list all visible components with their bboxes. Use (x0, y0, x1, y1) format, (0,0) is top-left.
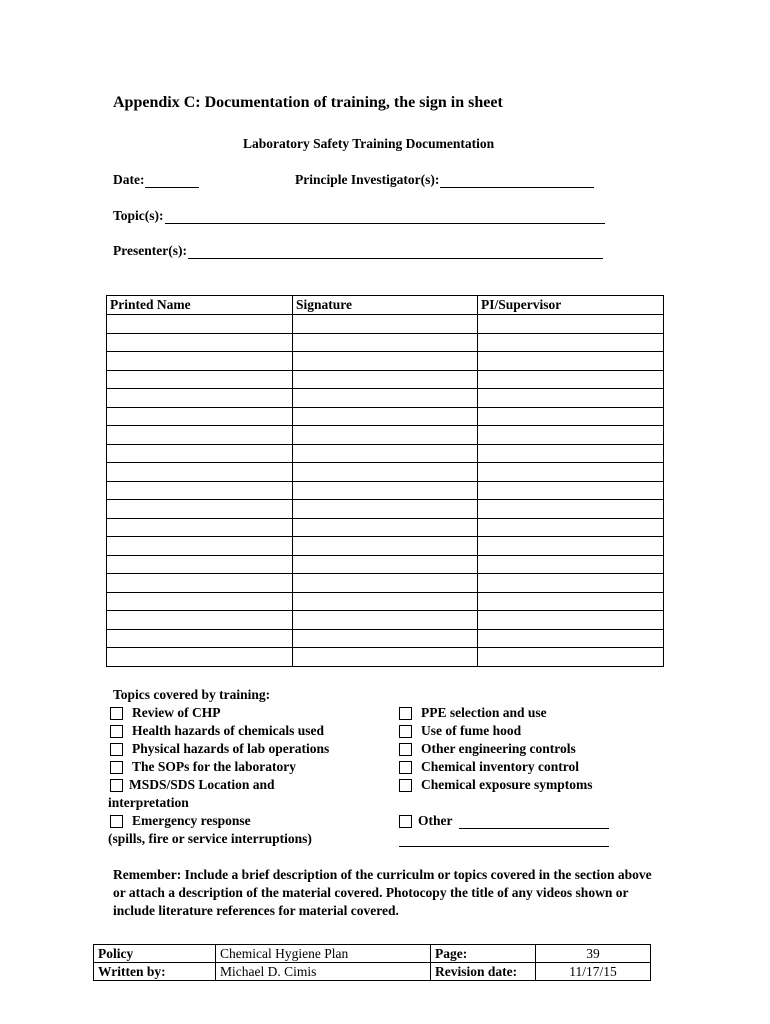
signature-cell[interactable] (293, 426, 478, 445)
topic-label: Physical hazards of lab operations (132, 741, 330, 756)
printed-name-cell[interactable] (107, 537, 293, 556)
signature-cell[interactable] (293, 574, 478, 593)
topic-label: Chemical exposure symptoms (421, 777, 593, 792)
pi-supervisor-cell[interactable] (478, 611, 664, 630)
checkbox[interactable] (110, 707, 123, 720)
table-row (107, 463, 664, 482)
written-by-label: Written by: (94, 963, 216, 981)
printed-name-cell[interactable] (107, 407, 293, 426)
table-row (107, 315, 664, 334)
topic-label: Other (418, 813, 453, 828)
pi-supervisor-cell[interactable] (478, 370, 664, 389)
topic-other[interactable] (399, 813, 609, 829)
pi-supervisor-cell[interactable] (478, 592, 664, 611)
pi-supervisor-cell[interactable] (478, 463, 664, 482)
table-row (107, 611, 664, 630)
topic-emergency-response[interactable] (110, 813, 251, 829)
presenters-label: Presenter(s): (113, 243, 187, 258)
written-by-value: Michael D. Cimis (216, 963, 431, 981)
pi-supervisor-cell[interactable] (478, 444, 664, 463)
printed-name-cell[interactable] (107, 555, 293, 574)
pi-supervisor-cell[interactable] (478, 518, 664, 537)
sign-in-rows (107, 315, 664, 667)
topics-covered-title: Topics covered by training: (113, 687, 271, 702)
presenters-line[interactable] (188, 244, 603, 259)
topic-fume-hood[interactable] (399, 723, 521, 739)
date-label: Date: (113, 172, 145, 187)
topic-label: Review of CHP (132, 705, 221, 720)
printed-name-cell[interactable] (107, 518, 293, 537)
signature-cell[interactable] (293, 592, 478, 611)
printed-name-cell[interactable] (107, 315, 293, 334)
topic-label: MSDS/SDS Location and (129, 777, 275, 792)
signature-cell[interactable] (293, 629, 478, 648)
col-signature: Signature (293, 296, 478, 315)
table-row (107, 481, 664, 500)
topic-label: PPE selection and use (421, 705, 547, 720)
pi-label: Principle Investigator(s): (295, 172, 440, 187)
signature-cell[interactable] (293, 370, 478, 389)
pi-supervisor-cell[interactable] (478, 500, 664, 519)
topic-physical-hazards[interactable] (110, 741, 329, 757)
revision-date-label: Revision date: (431, 963, 536, 981)
checkbox[interactable] (399, 815, 412, 828)
table-row (107, 352, 664, 371)
table-row (107, 537, 664, 556)
printed-name-cell[interactable] (107, 481, 293, 500)
table-row (107, 333, 664, 352)
topics-label: Topic(s): (113, 208, 164, 223)
topic-sops[interactable] (110, 759, 296, 775)
footer-row-policy (94, 945, 651, 963)
col-printed-name: Printed Name (107, 296, 293, 315)
checkbox[interactable] (399, 761, 412, 774)
printed-name-cell[interactable] (107, 352, 293, 371)
topics-line[interactable] (165, 209, 605, 224)
pi-supervisor-cell[interactable] (478, 555, 664, 574)
table-row (107, 648, 664, 667)
table-row (107, 555, 664, 574)
checkbox[interactable] (110, 743, 123, 756)
topic-label: Health hazards of chemicals used (132, 723, 324, 738)
other-line-1[interactable] (459, 814, 609, 829)
page-value: 39 (536, 945, 651, 963)
checkbox[interactable] (110, 761, 123, 774)
policy-label: Policy (94, 945, 216, 963)
printed-name-cell[interactable] (107, 444, 293, 463)
topic-ppe[interactable] (399, 705, 547, 721)
signature-cell[interactable] (293, 407, 478, 426)
signature-cell[interactable] (293, 333, 478, 352)
signature-cell[interactable] (293, 463, 478, 482)
printed-name-cell[interactable] (107, 463, 293, 482)
pi-supervisor-cell[interactable] (478, 574, 664, 593)
pi-supervisor-cell[interactable] (478, 537, 664, 556)
signature-cell[interactable] (293, 389, 478, 408)
printed-name-cell[interactable] (107, 592, 293, 611)
printed-name-cell[interactable] (107, 648, 293, 667)
signature-cell[interactable] (293, 481, 478, 500)
table-row (107, 574, 664, 593)
topic-msds[interactable] (110, 777, 275, 793)
pi-supervisor-cell[interactable] (478, 352, 664, 371)
footer-table (93, 944, 651, 981)
printed-name-cell[interactable] (107, 629, 293, 648)
form-title: Laboratory Safety Training Documentation (243, 136, 495, 151)
table-row (107, 500, 664, 519)
topic-chemical-inventory[interactable] (399, 759, 579, 775)
topic-label: Chemical inventory control (421, 759, 579, 774)
topic-label: Other engineering controls (421, 741, 576, 756)
pi-supervisor-cell[interactable] (478, 481, 664, 500)
topic-health-hazards[interactable] (110, 723, 324, 739)
signature-cell[interactable] (293, 537, 478, 556)
topic-emergency-note: (spills, fire or service interruptions) (108, 831, 312, 846)
topics-field[interactable] (113, 208, 605, 224)
table-row (107, 444, 664, 463)
printed-name-cell[interactable] (107, 333, 293, 352)
printed-name-cell[interactable] (107, 500, 293, 519)
other-line-2[interactable] (399, 846, 609, 847)
presenters-field[interactable] (113, 243, 603, 259)
table-row (107, 370, 664, 389)
signature-cell[interactable] (293, 648, 478, 667)
topic-exposure-symptoms[interactable] (399, 777, 593, 793)
printed-name-cell[interactable] (107, 574, 293, 593)
pi-supervisor-cell[interactable] (478, 315, 664, 334)
signature-cell[interactable] (293, 611, 478, 630)
signature-cell[interactable] (293, 315, 478, 334)
table-row (107, 592, 664, 611)
printed-name-cell[interactable] (107, 426, 293, 445)
remember-note: Remember: Include a brief description of the curriculm or topics covered in the section above or attach a description of the material covered. Photocopy the title of any videos shown or include literature references for material covered. (113, 867, 652, 918)
pi-supervisor-cell[interactable] (478, 333, 664, 352)
table-row (107, 629, 664, 648)
pi-supervisor-cell[interactable] (478, 648, 664, 667)
table-header-row (107, 296, 664, 315)
pi-line[interactable] (440, 173, 594, 188)
table-row (107, 426, 664, 445)
table-row (107, 389, 664, 408)
pi-field[interactable] (295, 172, 594, 188)
page-heading: Appendix C: Documentation of training, the sign in sheet (113, 94, 503, 111)
topic-msds-wrap: interpretation (108, 795, 189, 810)
topic-engineering-controls[interactable] (399, 741, 576, 757)
topic-label: The SOPs for the laboratory (132, 759, 296, 774)
checkbox[interactable] (110, 815, 123, 828)
revision-date-value: 11/17/15 (536, 963, 651, 981)
signature-cell[interactable] (293, 555, 478, 574)
checkbox[interactable] (110, 779, 123, 792)
signature-cell[interactable] (293, 500, 478, 519)
printed-name-cell[interactable] (107, 389, 293, 408)
policy-value: Chemical Hygiene Plan (216, 945, 431, 963)
pi-supervisor-cell[interactable] (478, 407, 664, 426)
date-line[interactable] (145, 173, 199, 188)
signature-cell[interactable] (293, 444, 478, 463)
checkbox[interactable] (399, 707, 412, 720)
sign-in-table (106, 295, 664, 667)
footer-row-written (94, 963, 651, 981)
pi-supervisor-cell[interactable] (478, 426, 664, 445)
checkbox[interactable] (399, 725, 412, 738)
pi-supervisor-cell[interactable] (478, 389, 664, 408)
signature-cell[interactable] (293, 352, 478, 371)
checkbox[interactable] (399, 779, 412, 792)
printed-name-cell[interactable] (107, 611, 293, 630)
col-pi-supervisor: PI/Supervisor (478, 296, 664, 315)
checkbox[interactable] (110, 725, 123, 738)
signature-cell[interactable] (293, 518, 478, 537)
topic-review-chp[interactable] (110, 705, 220, 721)
pi-supervisor-cell[interactable] (478, 629, 664, 648)
printed-name-cell[interactable] (107, 370, 293, 389)
date-field[interactable] (113, 172, 199, 188)
topic-label: Use of fume hood (421, 723, 522, 738)
topic-label: Emergency response (132, 813, 251, 828)
page-label: Page: (431, 945, 536, 963)
table-row (107, 518, 664, 537)
table-row (107, 407, 664, 426)
checkbox[interactable] (399, 743, 412, 756)
